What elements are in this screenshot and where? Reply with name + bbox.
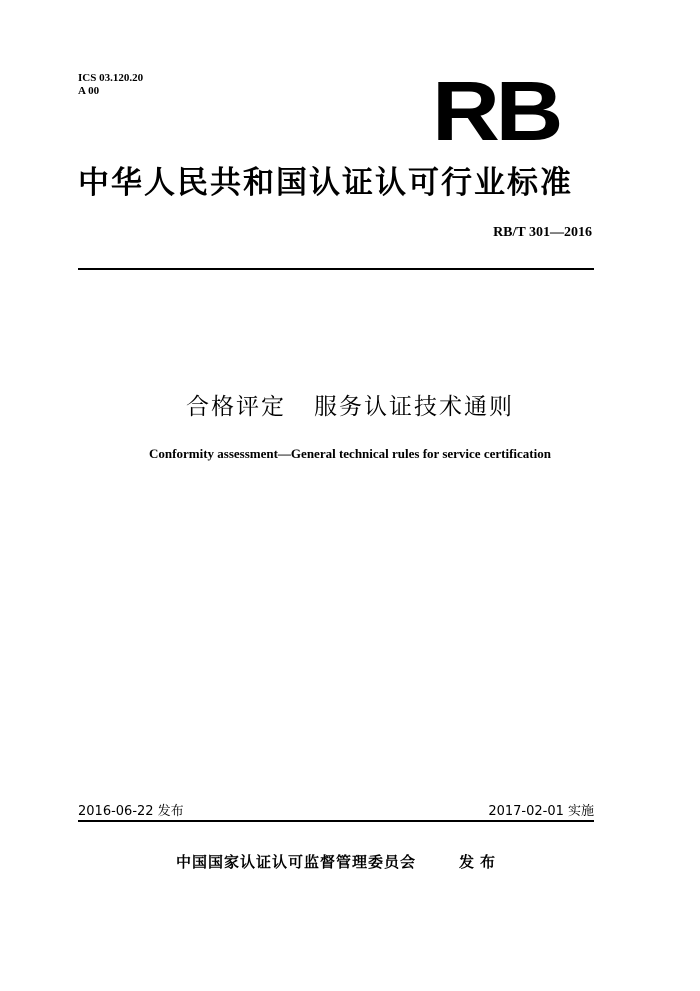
issue-date: 2016-06-22 发布 (78, 804, 184, 819)
top-divider (78, 268, 594, 270)
document-title-english: Conformity assessment—General technical rules for service certification (149, 446, 551, 461)
document-title-chinese: 合格评定 服务认证技术通则 (186, 394, 514, 420)
bottom-divider (78, 820, 594, 822)
classification-codes (78, 72, 143, 98)
ccs-code: A 00 (78, 85, 100, 97)
publisher-name: 中国国家认证认可监督管理委员会 (176, 853, 417, 871)
standard-number: RB/T 301—2016 (493, 225, 592, 240)
standard-category-title: 中华人民共和国认证认可行业标准 (78, 165, 573, 201)
ics-code: ICS 03.120.20 (78, 72, 144, 84)
publish-label: 发布 (459, 853, 502, 871)
rb-logo: RB (432, 64, 559, 158)
implementation-date: 2017-02-01 实施 (488, 804, 594, 819)
